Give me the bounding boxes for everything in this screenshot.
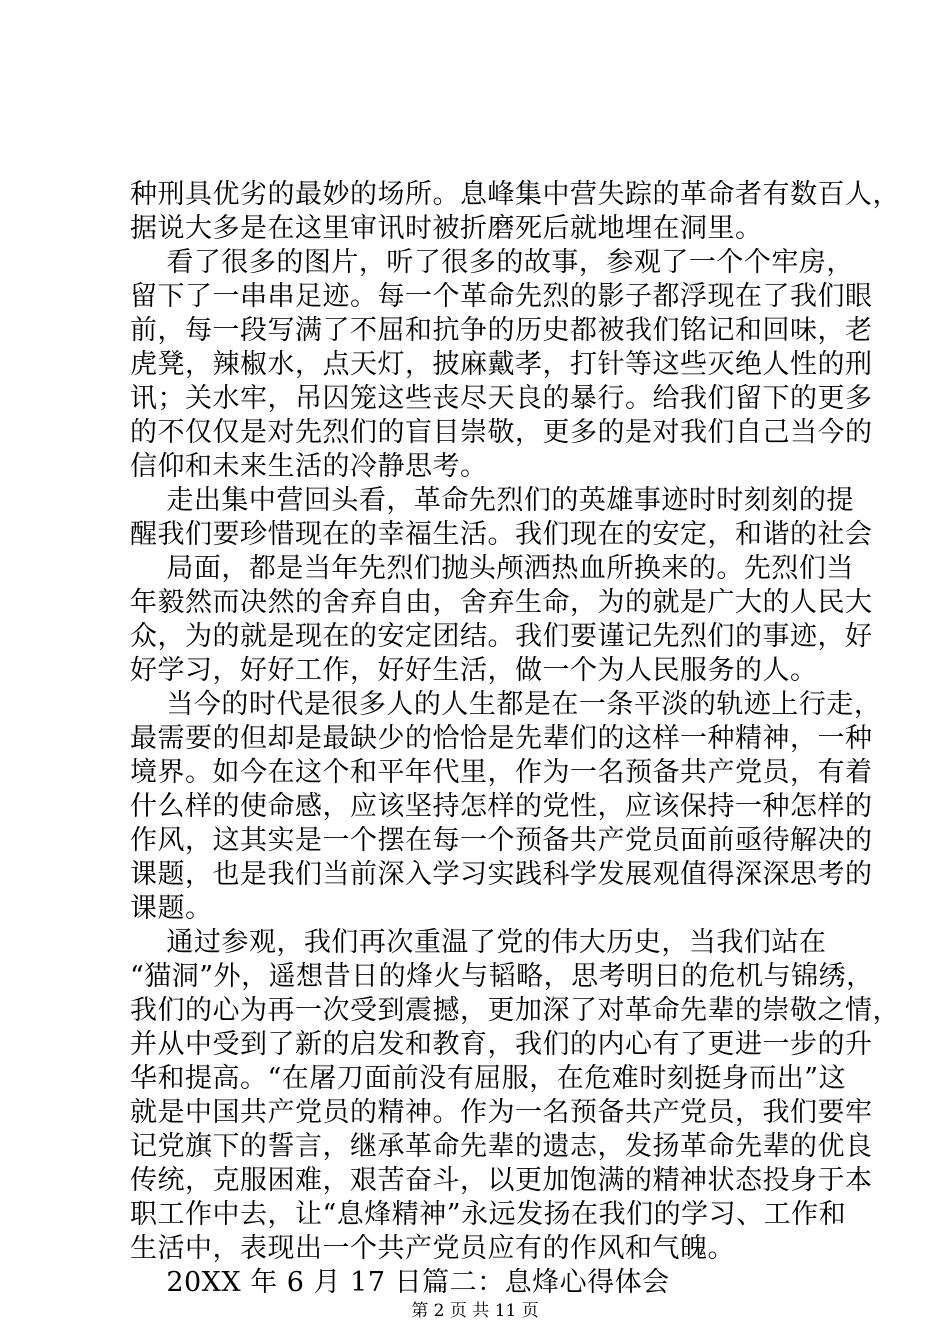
text-line: 种刑具优劣的最妙的场所。息峰集中营失踪的革命者有数百人， (130, 179, 900, 210)
text-line: 就是中国共产党员的精神。作为一名预备共产党员，我们要牢 (130, 1097, 873, 1128)
text-line: 记党旗下的誓言，继承革命先辈的遗志，发扬革命先辈的优良 (130, 1131, 873, 1162)
text-line: 的不仅仅是对先烈们的盲目崇敬，更多的是对我们自己当今的 (130, 417, 873, 448)
text-line: 什么样的使命感，应该坚持怎样的党性，应该保持一种怎样的 (130, 791, 873, 822)
text-line: 醒我们要珍惜现在的幸福生活。我们现在的安定，和谐的社会 (130, 519, 873, 550)
page-footer: 第 2 页 共 11 页 (411, 1301, 539, 1321)
text-line: 局面，都是当年先烈们抛头颅洒热血所换来的。先烈们当 (130, 553, 854, 584)
text-line: 年毅然而决然的舍弃自由，舍弃生命，为的就是广大的人民大 (130, 587, 873, 618)
text-line: 境界。如今在这个和平年代里，作为一名预备共产党员，有着 (130, 757, 873, 788)
text-line: 看了很多的图片，听了很多的故事，参观了一个个牢房， (130, 247, 854, 278)
text-line: 走出集中营回头看，革命先烈们的英雄事迹时时刻刻的提 (130, 485, 854, 516)
text-line: 讯；关水牢，吊囚笼这些丧尽天良的暴行。给我们留下的更多 (130, 383, 873, 414)
text-line: 最需要的但却是最缺少的恰恰是先辈们的这样一种精神，一种 (130, 723, 873, 754)
text-line: 据说大多是在这里审讯时被折磨死后就地埋在洞里。 (130, 213, 763, 244)
text-line: 我们的心为再一次受到震撼，更加深了对革命先辈的崇敬之情， (130, 995, 900, 1026)
text-line: 课题，也是我们当前深入学习实践科学发展观值得深深思考的 (130, 859, 873, 890)
text-line: 留下了一串串足迹。每一个革命先烈的影子都浮现在了我们眼 (130, 281, 873, 312)
text-line: 20XX 年 6 月 17 日篇二：息烽心得体会 (130, 1267, 670, 1298)
text-line: 通过参观，我们再次重温了党的伟大历史，当我们站在 (130, 927, 827, 958)
text-line: 当今的时代是很多人的人生都是在一条平淡的轨迹上行走， (130, 689, 882, 720)
text-line: 并从中受到了新的启发和教育，我们的内心有了更进一步的升 (130, 1029, 873, 1060)
text-line: 课题。 (130, 893, 213, 924)
text-line: 华和提高。“在屠刀面前没有屈服，在危难时刻挺身而出”这 (130, 1063, 847, 1094)
text-line: 作风，这其实是一个摆在每一个预备共产党员面前亟待解决的 (130, 825, 873, 856)
text-line: 前，每一段写满了不屈和抗争的历史都被我们铭记和回味，老 (130, 315, 873, 346)
text-line: 众，为的就是现在的安定团结。我们要谨记先烈们的事迹，好 (130, 621, 873, 652)
text-line: “猫洞”外，遥想昔日的烽火与韬略，思考明日的危机与锦绣， (130, 961, 874, 992)
text-line: 虎凳，辣椒水，点天灯，披麻戴孝，打针等这些灭绝人性的刑 (130, 349, 873, 380)
text-line: 生活中，表现出一个共产党员应有的作风和气魄。 (130, 1233, 735, 1264)
text-line: 好学习，好好工作，好好生活，做一个为人民服务的人。 (130, 655, 818, 686)
text-line: 职工作中去，让“息烽精神”永远发扬在我们的学习、工作和 (130, 1199, 847, 1230)
text-line: 信仰和未来生活的冷静思考。 (130, 451, 488, 482)
text-line: 传统，克服困难，艰苦奋斗，以更加饱满的精神状态投身于本 (130, 1165, 873, 1196)
